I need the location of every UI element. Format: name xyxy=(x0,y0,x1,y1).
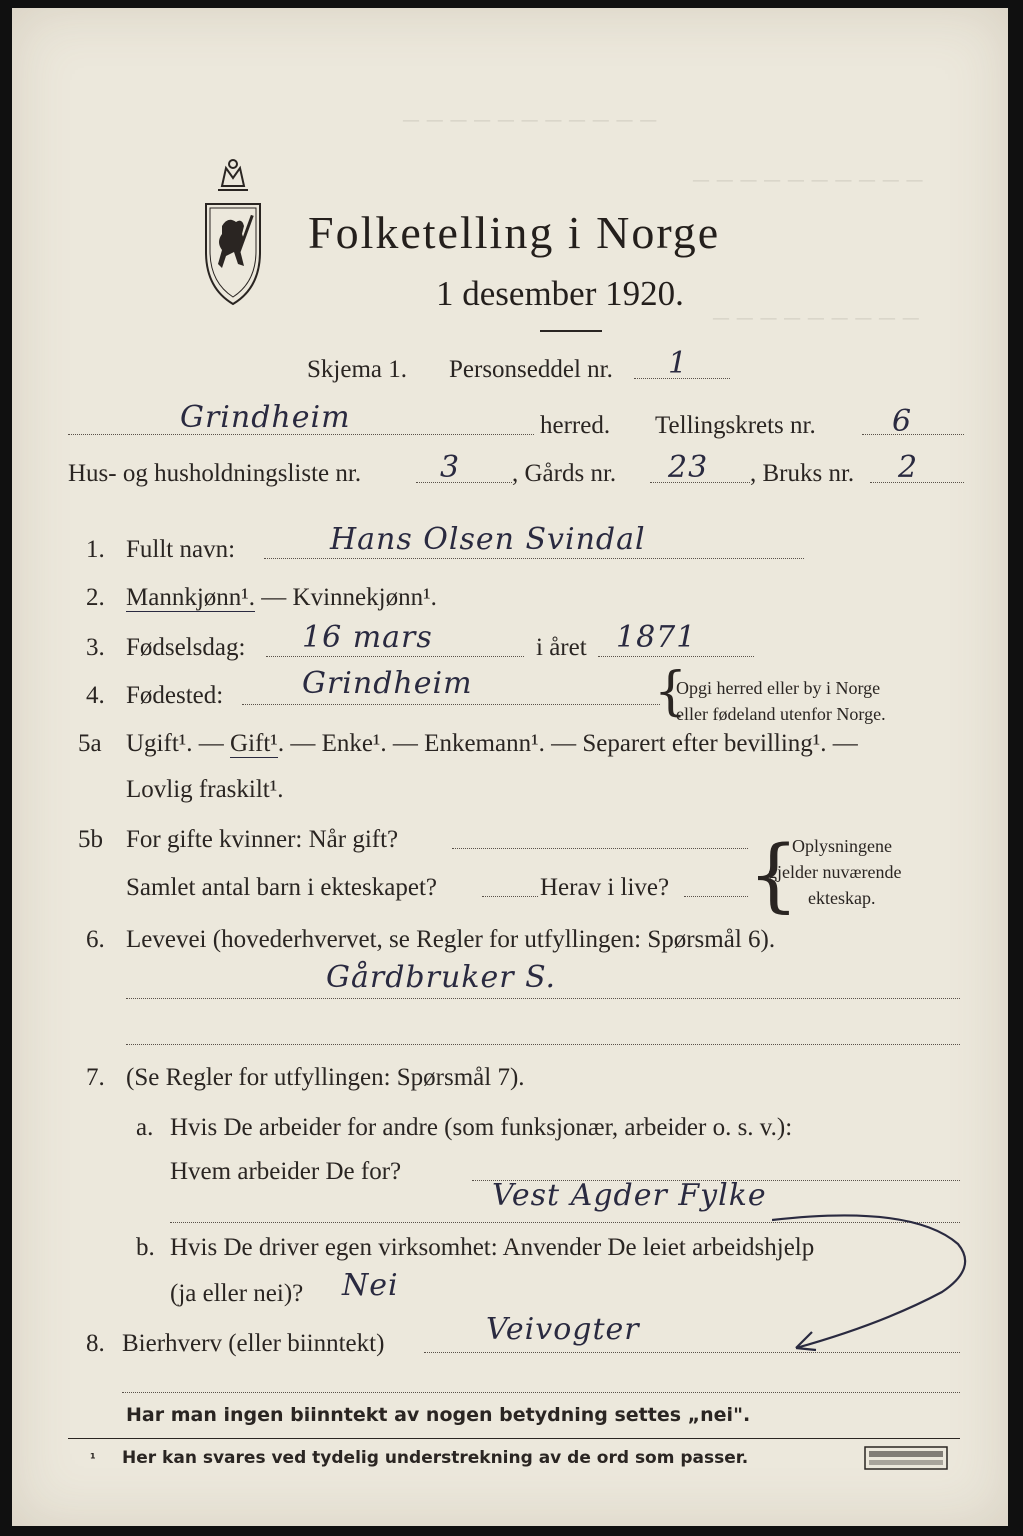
bleed-through-text: — — — — — — — — — xyxy=(712,308,920,329)
census-date: 1 desember 1920. xyxy=(436,274,684,313)
option-gift: Gift¹ xyxy=(230,730,278,757)
gards-label: , Gårds nr. xyxy=(512,460,617,487)
herred-label: herred. xyxy=(540,412,611,439)
herav-label: Herav i live? xyxy=(540,874,670,901)
arbeidshjelp-value: Nei xyxy=(342,1268,399,1303)
skjema-label: Skjema 1. xyxy=(307,356,407,383)
option-rest: . — Enke¹. — Enkemann¹. — Separert efter bevilling¹. — xyxy=(277,730,858,757)
q4-number: 4. xyxy=(86,682,105,709)
bierhverv-field-2 xyxy=(122,1392,960,1393)
bruks-label: , Bruks nr. xyxy=(750,460,855,487)
option-ugift: Ugift¹. — xyxy=(126,730,231,757)
husliste-field xyxy=(416,482,512,483)
option-mannkjonn: Mannkjønn¹. xyxy=(126,584,256,611)
q5b-line2: Samlet antal barn i ekteskapet? xyxy=(126,874,437,901)
option-separator: — xyxy=(255,584,293,611)
q7a-line2: Hvem arbeider De for? xyxy=(170,1158,402,1185)
option-kvinnekjonn: Kvinnekjønn¹. xyxy=(292,584,437,611)
q2-sex-options xyxy=(126,584,437,612)
q2-number: 2. xyxy=(86,584,105,611)
fodested-note-2: eller fødeland utenfor Norge. xyxy=(676,704,886,724)
q7-number: 7. xyxy=(86,1064,105,1091)
q7b-letter: b. xyxy=(136,1234,155,1261)
gards-value: 23 xyxy=(668,450,709,485)
q7b-line1: Hvis De driver egen virksomhet: Anvender De leiet arbeidshjelp xyxy=(170,1234,815,1261)
q1-label: Fullt navn: xyxy=(126,536,236,563)
norwegian-coat-of-arms-icon xyxy=(192,156,274,308)
fodselsdag-field xyxy=(266,656,524,657)
title-divider xyxy=(540,330,602,332)
fodested-field xyxy=(242,704,660,705)
q5b-note-3: ekteskap. xyxy=(808,888,876,908)
year-field xyxy=(598,656,754,657)
fodested-note-1: Opgi herred eller by i Norge xyxy=(676,678,881,698)
q5a-number: 5a xyxy=(78,730,102,757)
q3-label: Fødselsdag: xyxy=(126,634,246,661)
fullt-navn-value: Hans Olsen Svindal xyxy=(330,522,646,557)
option-fraskilt: Lovlig fraskilt¹. xyxy=(126,776,284,803)
brace-mark: { xyxy=(654,662,688,722)
arbeidsgiver-value: Vest Agder Fylke xyxy=(492,1178,767,1213)
page-title: Folketelling i Norge xyxy=(308,207,721,258)
q5a-options xyxy=(126,730,858,758)
personseddel-number: 1 xyxy=(668,346,689,381)
q5b-number: 5b xyxy=(78,826,103,853)
q3-number: 3. xyxy=(86,634,105,661)
nar-gift-field xyxy=(452,848,748,849)
q5b-note-2: gjelder nuværende xyxy=(768,862,902,882)
bleed-through-text: — — — — — — — — — — xyxy=(692,170,924,191)
personseddel-label: Personseddel nr. xyxy=(449,356,613,383)
levevei-field-1 xyxy=(126,998,960,999)
year-value: 1871 xyxy=(616,620,697,655)
footer-note: Har man ingen biinntekt av nogen betydning settes „nei". xyxy=(126,1404,751,1426)
fullt-navn-field xyxy=(264,558,804,559)
herred-value: Grindheim xyxy=(180,400,351,435)
bierhverv-value: Veivogter xyxy=(486,1312,640,1347)
antal-barn-field xyxy=(482,896,538,897)
footnote-mark: ¹ xyxy=(90,1452,96,1467)
q6-label: Levevei (hovederhvervet, se Regler for utfyllingen: Spørsmål 6). xyxy=(126,926,776,953)
bleed-through-text: — — — — — — — — — — — xyxy=(402,110,658,131)
printer-stamp-icon xyxy=(864,1446,948,1470)
q5b-note-1: Oplysningene xyxy=(792,836,892,856)
husliste-label: Hus- og husholdningsliste nr. xyxy=(68,460,362,487)
husliste-value: 3 xyxy=(440,450,461,485)
fodested-value: Grindheim xyxy=(302,666,473,701)
q4-label: Fødested: xyxy=(126,682,224,709)
year-label: i året xyxy=(536,634,587,661)
q5b-line1: For gifte kvinner: Når gift? xyxy=(126,826,399,853)
q7a-letter: a. xyxy=(136,1114,154,1141)
levevei-field-2 xyxy=(126,1044,960,1045)
census-form-page xyxy=(12,8,1008,1526)
herav-field xyxy=(684,896,748,897)
q7a-line1: Hvis De arbeider for andre (som funksjonær, arbeider o. s. v.): xyxy=(170,1114,793,1141)
tellingskrets-field xyxy=(862,434,964,435)
q7b-line2: (ja eller nei)? xyxy=(170,1280,304,1307)
handwritten-arrow-mark xyxy=(772,1208,982,1358)
fodselsdag-value: 16 mars xyxy=(302,620,433,655)
tellingskrets-value: 6 xyxy=(892,404,913,439)
q7-label: (Se Regler for utfyllingen: Spørsmål 7). xyxy=(126,1064,525,1091)
tellingskrets-label: Tellingskrets nr. xyxy=(655,412,816,439)
q8-number: 8. xyxy=(86,1330,105,1357)
levevei-value: Gårdbruker S. xyxy=(326,960,557,995)
q6-number: 6. xyxy=(86,926,105,953)
bruks-value: 2 xyxy=(898,450,919,485)
footer-divider xyxy=(68,1438,960,1439)
footnote-text: Her kan svares ved tydelig understrekning av de ord som passer. xyxy=(122,1448,749,1468)
q8-label: Bierhverv (eller biinntekt) xyxy=(122,1330,385,1357)
q1-number: 1. xyxy=(86,536,105,563)
brace-mark: { xyxy=(748,828,799,921)
